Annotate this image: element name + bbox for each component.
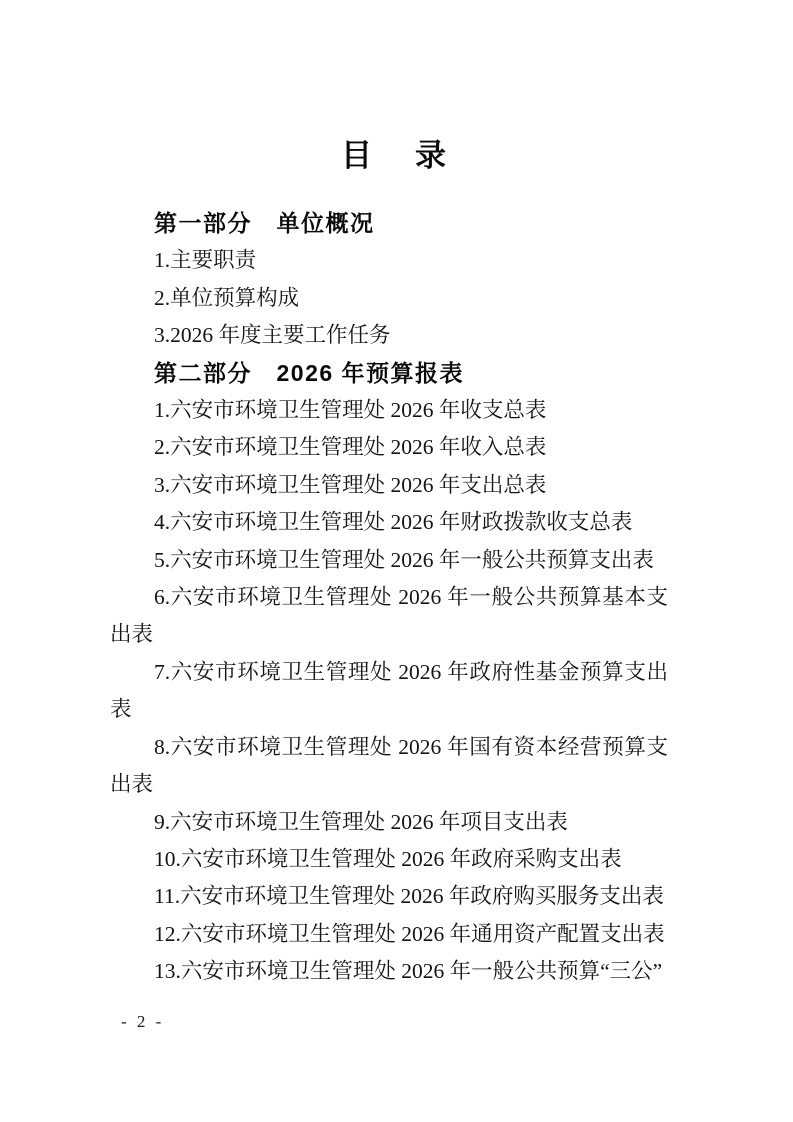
- toc-section-heading-part2: 第二部分 2026 年预算报表: [154, 359, 465, 386]
- toc-item: 8.六安市环境卫生管理处 2026 年国有资本经营预算支出表: [110, 734, 668, 797]
- page-number: - 2 -: [121, 1012, 165, 1031]
- toc-item: 3.2026 年度主要工作任务: [154, 323, 391, 348]
- toc-item: 9.六安市环境卫生管理处 2026 年项目支出表: [154, 809, 568, 834]
- toc-item: 6.六安市环境卫生管理处 2026 年一般公共预算基本支出表: [110, 585, 668, 647]
- toc-item: 1.主要职责: [154, 248, 257, 273]
- toc-item: 2.单位预算构成: [154, 285, 300, 310]
- toc-item: 12.六安市环境卫生管理处 2026 年通用资产配置支出表: [154, 921, 665, 946]
- toc-item: 13.六安市环境卫生管理处 2026 年一般公共预算“三公”: [154, 959, 663, 984]
- toc-section-heading-part1: 第一部分 单位概况: [154, 210, 375, 236]
- page-title: 目 录: [341, 138, 452, 173]
- toc-item: 1.六安市环境卫生管理处 2026 年收支总表: [154, 398, 547, 423]
- toc-item: 4.六安市环境卫生管理处 2026 年财政拨款收支总表: [154, 510, 633, 535]
- toc-item: 10.六安市环境卫生管理处 2026 年政府采购支出表: [154, 846, 622, 871]
- toc-item: 7.六安市环境卫生管理处 2026 年政府性基金预算支出表: [110, 659, 668, 722]
- toc-item: 3.六安市环境卫生管理处 2026 年支出总表: [154, 472, 547, 497]
- toc-item: 2.六安市环境卫生管理处 2026 年收入总表: [154, 435, 547, 460]
- table-of-contents: [110, 205, 668, 991]
- toc-item: 5.六安市环境卫生管理处 2026 年一般公共预算支出表: [154, 547, 654, 572]
- toc-item: 11.六安市环境卫生管理处 2026 年政府购买服务支出表: [154, 884, 664, 909]
